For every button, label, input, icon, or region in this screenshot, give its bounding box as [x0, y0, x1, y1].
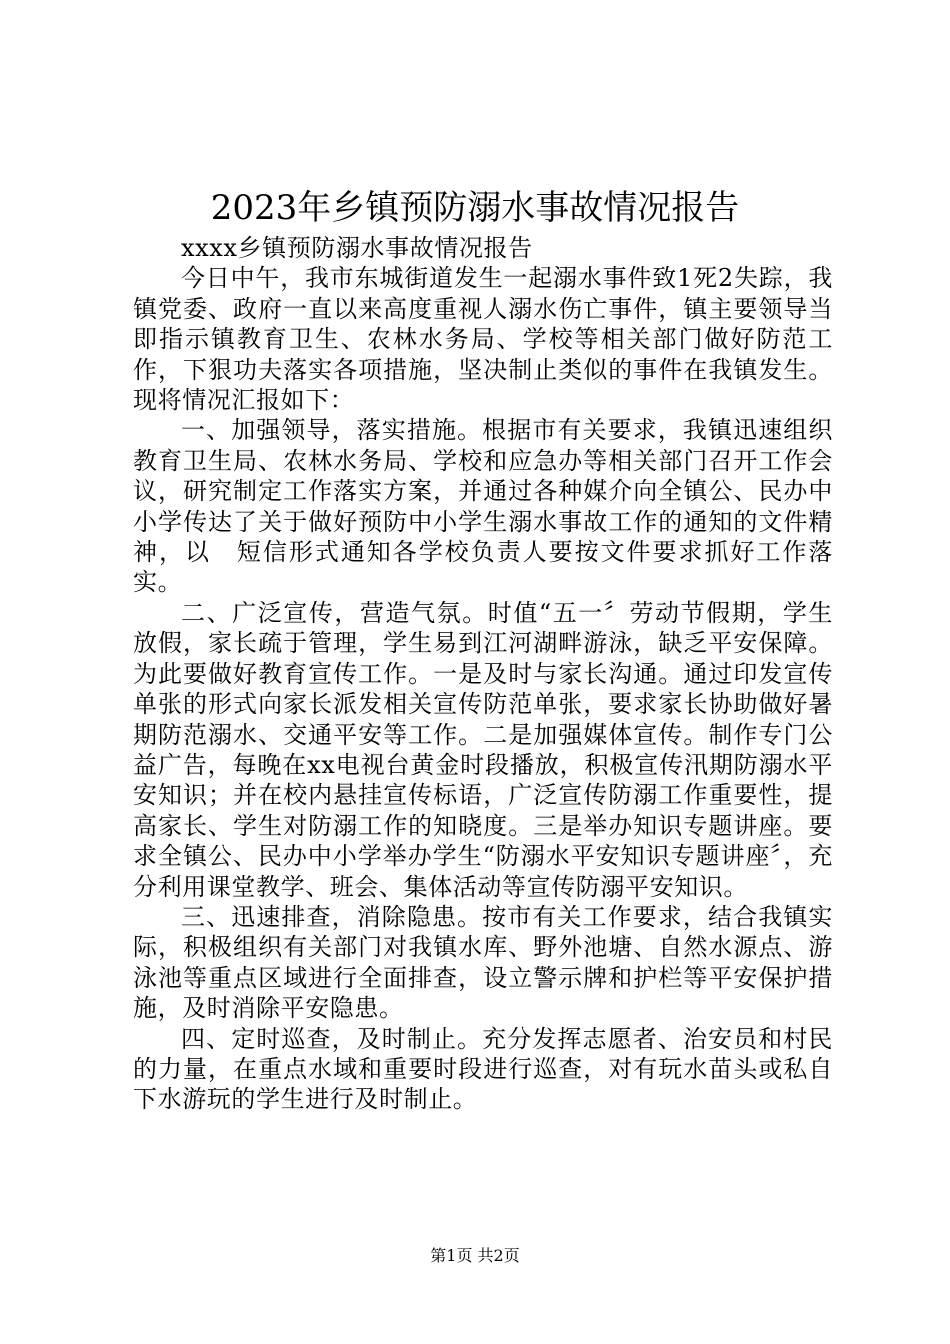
document-title: 2023年乡镇预防溺水事故情况报告: [210, 188, 740, 228]
paragraph-section-1: 一、加强领导，落实措施。根据市有关要求，我镇迅速组织教育卫生局、农林水务局、学校和应急办等相关部门召开工作会议，研究制定工作落实方案，并通过各种媒介向全镇公、民办中小学传达了关于做好预防中小学生溺水事故工作的通知的文件精神，以 短信形式通知各学校负责人要按文件要求抓好工作落实。: [133, 416, 833, 597]
paragraph-section-4: 四、定时巡查，及时制止。充分发挥志愿者、治安员和村民的力量，在重点水域和重要时段进行巡查，对有玩水苗头或私自下水游玩的学生进行及时制止。: [133, 1024, 833, 1114]
paragraph-section-3: 三、迅速排查，消除隐患。按市有关工作要求，结合我镇实际，积极组织有关部门对我镇水库、野外池塘、自然水源点、游泳池等重点区域进行全面排查，设立警示牌和护栏等平安保护措施，及时消除平安隐患。: [133, 902, 833, 1023]
paragraph-section-2: 二、广泛宣传，营造气氛。时值“五一〞劳动节假期，学生放假，家长疏于管理，学生易到江河湖畔游泳，缺乏平安保障。为此要做好教育宣传工作。一是及时与家长沟通。通过印发宣传单张的形式向家长派发相关宣传防范单张，要求家长协助做好暑期防范溺水、交通平安等工作。二是加强媒体宣传。制作专门公益广告，每晚在xx电视台黄金时段播放，积极宣传汛期防溺水平安知识；并在校内悬挂宣传标语，广泛宣传防溺工作重要性，提高家长、学生对防溺工作的知晓度。三是举办知识专题讲座。要求全镇公、民办中小学举办学生“防溺水平安知识专题讲座〞，充分利用课堂教学、班会、集体活动等宣传防溺平安知识。: [133, 598, 833, 901]
paragraph-subtitle: xxxx乡镇预防溺水事故情况报告: [181, 234, 533, 262]
page-footer: 第1页 共2页: [430, 1246, 520, 1265]
document-body: [133, 233, 833, 1115]
paragraph-intro: 今日中午，我市东城街道发生一起溺水事件致1死2失踪，我镇党委、政府一直以来高度重视人溺水伤亡事件，镇主要领导当即指示镇教育卫生、农林水务局、学校等相关部门做好防范工作，下狠功夫落实各项措施，坚决制止类似的事件在我镇发生。现将情况汇报如下：: [133, 264, 833, 415]
